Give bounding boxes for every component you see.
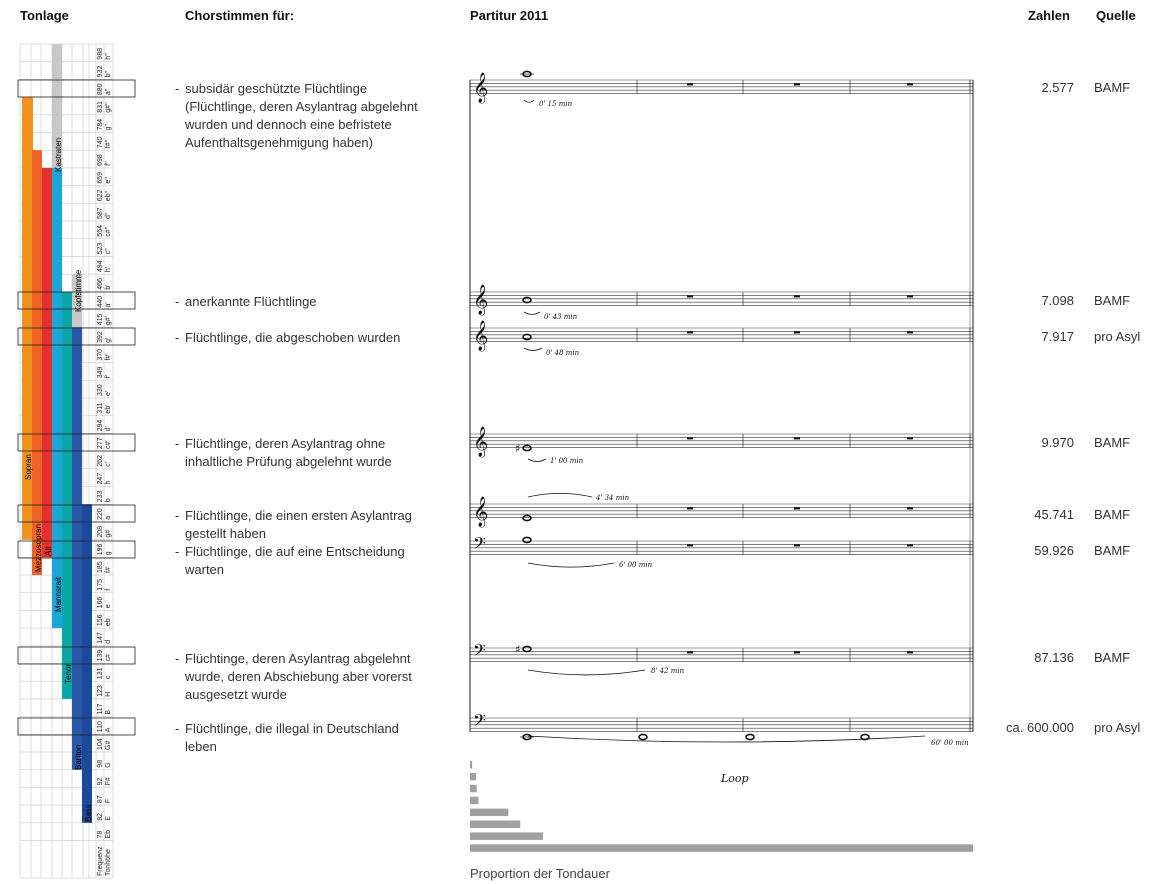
frequency-label: 98 <box>97 759 104 768</box>
frequency-label: 208 <box>97 525 104 538</box>
dash-bullet: - <box>175 294 180 309</box>
frequency-label: 220 <box>97 508 104 520</box>
frequency-label: 294 <box>97 419 104 432</box>
frequency-label: 82 <box>97 813 104 821</box>
range-bar-label: Bariton <box>74 744 83 770</box>
row-number: ca. 600.000 <box>1006 720 1074 735</box>
frequency-label: 233 <box>97 490 104 503</box>
note-label: f <box>105 588 112 591</box>
frequency-label: 932 <box>97 65 104 78</box>
duration-label: 4' 34 min <box>596 494 630 502</box>
whole-rest <box>687 83 693 85</box>
note-label: c' <box>105 461 112 467</box>
row-number: 87.136 <box>1034 650 1074 665</box>
duration-label: 60' 00 min <box>931 739 969 747</box>
note-label: e' <box>105 390 112 396</box>
frequency-label: 554 <box>97 225 104 237</box>
tie-arc <box>528 563 614 567</box>
frequency-label: 880 <box>97 83 104 96</box>
note-label: Eb <box>105 829 112 839</box>
whole-rest <box>907 544 913 546</box>
tie-arc <box>524 348 542 350</box>
proportion-bar <box>470 809 508 817</box>
tie-arc <box>524 312 540 314</box>
note-label: h' <box>105 266 112 273</box>
note-label: f#' <box>105 353 112 361</box>
tie-arc <box>524 100 534 102</box>
row-source: pro Asyl <box>1094 720 1141 735</box>
whole-rest <box>794 295 800 297</box>
frequency-label: 440 <box>97 295 104 308</box>
note-label: eb'' <box>105 190 112 202</box>
footer-freq-label: Frequenz <box>97 846 104 876</box>
note-label: d' <box>105 426 112 432</box>
note-label: g#' <box>105 316 112 326</box>
frequency-label: 466 <box>97 278 104 290</box>
dash-bullet: - <box>175 436 180 451</box>
frequency-label: 147 <box>97 632 104 644</box>
dash-bullet: - <box>175 81 180 96</box>
header-range: Tonlage <box>20 8 69 23</box>
voice-row-text: Flüchtlinge, die illegal in Deutschland leben <box>185 721 399 754</box>
whole-rest <box>687 295 693 297</box>
range-bar-label: Mannsrait <box>54 576 63 612</box>
whole-rest <box>687 331 693 333</box>
frequency-label: 349 <box>97 366 104 379</box>
frequency-label: 277 <box>97 437 104 450</box>
note-label: f'' <box>105 161 112 166</box>
whole-rest <box>794 83 800 85</box>
note-label: c#' <box>105 440 112 450</box>
treble-clef-icon: 𝄞 <box>473 497 489 527</box>
whole-note <box>639 734 647 739</box>
whole-note <box>523 297 531 302</box>
frequency-label: 523 <box>97 242 104 255</box>
header-voices: Chorstimmen für: <box>185 8 295 23</box>
voice-row-text: Flüchtlinge, die einen ersten Asylantrag gestellt haben <box>185 508 412 541</box>
frequency-label: 784 <box>97 118 104 131</box>
voice-row-text: Flüchtlinge, deren Asylantrag ohne inhaltliche Prüfung abgelehnt wurde <box>185 436 392 469</box>
note-label: b <box>105 498 112 503</box>
range-bar-label: Tenor <box>64 663 73 684</box>
row-number: 7.098 <box>1041 293 1074 308</box>
row-number: 59.926 <box>1034 543 1074 558</box>
header-source: Quelle <box>1096 8 1136 23</box>
frequency-label: 139 <box>97 649 104 662</box>
note-label: A <box>105 727 112 733</box>
whole-rest <box>794 651 800 653</box>
note-label: d'' <box>105 212 112 219</box>
dash-bullet: - <box>175 508 180 523</box>
header-numbers: Zahlen <box>1028 8 1070 23</box>
proportion-bar <box>470 773 476 781</box>
frequency-label: 196 <box>97 543 104 556</box>
voice-row-text: Flüchtlinge, die auf eine Entscheidung warten <box>185 544 405 577</box>
note-label: d <box>105 639 112 644</box>
range-bar-label: Alt <box>44 546 53 556</box>
note-label: a'' <box>105 88 112 96</box>
range-bar-label: Bass <box>84 804 93 822</box>
whole-rest <box>687 544 693 546</box>
note-label: a <box>105 515 112 520</box>
row-number: 2.577 <box>1041 80 1074 95</box>
note-label: b'' <box>105 70 112 78</box>
note-label: eb <box>105 618 112 627</box>
note-label: e <box>105 604 112 609</box>
row-source: BAMF <box>1094 293 1131 308</box>
duration-label: 8' 42 min <box>651 667 685 675</box>
whole-note <box>523 334 531 339</box>
note-label: G <box>105 762 112 768</box>
duration-label: 0' 15 min <box>539 100 573 108</box>
dash-bullet: - <box>175 330 180 345</box>
row-source: BAMF <box>1094 650 1131 665</box>
note-label: g <box>105 551 112 556</box>
proportion-bar <box>470 761 472 769</box>
row-source: pro Asyl <box>1094 329 1141 344</box>
frequency-label: 392 <box>97 331 104 343</box>
whole-rest <box>794 507 800 509</box>
duration-label: 0' 43 min <box>544 313 578 321</box>
frequency-label: 185 <box>97 561 104 573</box>
dash-bullet: - <box>175 651 180 666</box>
bass-clef-icon: 𝄢 <box>473 710 486 734</box>
footer-note-label: Tonhöhe <box>105 849 112 876</box>
frequency-label: 587 <box>97 207 104 219</box>
note-label: g' <box>105 337 112 343</box>
whole-rest <box>794 331 800 333</box>
whole-rest <box>907 437 913 439</box>
whole-rest <box>907 295 913 297</box>
proportion-bar <box>470 844 973 852</box>
whole-note <box>523 445 531 450</box>
frequency-label: 156 <box>97 614 104 627</box>
whole-note <box>746 734 754 739</box>
note-label: g#'' <box>105 102 112 113</box>
whole-rest <box>907 507 913 509</box>
frequency-label: 370 <box>97 348 104 361</box>
frequency-label: 78 <box>97 830 104 839</box>
row-number: 9.970 <box>1041 435 1074 450</box>
row-number: 45.741 <box>1034 507 1074 522</box>
range-bar-label: Mezzosopran <box>34 523 43 572</box>
whole-note <box>523 646 531 651</box>
frequency-label: 494 <box>97 260 104 273</box>
frequency-label: 659 <box>97 171 104 184</box>
frequency-label: 262 <box>97 455 104 467</box>
whole-note <box>523 515 531 520</box>
note-label: F# <box>105 777 112 786</box>
tie-arc <box>528 493 592 497</box>
voice-row-text: subsidär geschützte Flüchtlinge (Flüchtlinge, deren Asylantrag abgelehnt wurden und dennoch eine befristete Aufenthaltsgenehmigung haben) <box>185 81 418 150</box>
frequency-label: 87 <box>97 795 104 804</box>
note-label: g# <box>105 529 112 538</box>
frequency-label: 92 <box>97 777 104 786</box>
tie-arc <box>528 736 925 742</box>
voice-row-text: Flüchtinge, deren Asylantrag abgelehnt wurde, deren Abschiebung aber vorerst ausgesetzt wurde <box>185 651 412 702</box>
bass-clef-icon: 𝄢 <box>473 640 486 664</box>
whole-note <box>523 537 531 542</box>
whole-rest <box>794 544 800 546</box>
whole-rest <box>687 437 693 439</box>
note-label: a' <box>105 302 112 308</box>
duration-label: 6' 00 min <box>619 561 653 569</box>
frequency-label: 988 <box>97 48 104 60</box>
voice-row-text: anerkannte Flüchtlinge <box>185 294 317 309</box>
note-label: G# <box>105 740 112 750</box>
whole-rest <box>907 331 913 333</box>
range-bar-label: Kastraten <box>54 137 63 172</box>
proportion-bar <box>470 832 543 840</box>
frequency-label: 415 <box>97 313 104 326</box>
frequency-label: 330 <box>97 384 104 396</box>
whole-rest <box>687 507 693 509</box>
whole-rest <box>907 651 913 653</box>
treble-clef-icon: 𝄞 <box>473 73 489 103</box>
note-label: h'' <box>105 53 112 60</box>
frequency-label: 311 <box>97 402 104 414</box>
sharp-icon: ♯ <box>515 442 521 455</box>
note-label: c <box>105 675 112 680</box>
row-source: BAMF <box>1094 543 1131 558</box>
note-label: f# <box>105 567 112 573</box>
frequency-label: 740 <box>97 136 104 149</box>
proportion-bar <box>470 797 478 805</box>
whole-rest <box>794 437 800 439</box>
proportion-bar <box>470 785 477 793</box>
frequency-label: 110 <box>97 721 104 733</box>
dash-bullet: - <box>175 544 180 559</box>
bass-clef-icon: 𝄢 <box>473 533 486 557</box>
note-label: eb' <box>105 404 112 414</box>
tie-arc <box>528 670 645 675</box>
note-label: c#'' <box>105 226 112 237</box>
frequency-label: 131 <box>97 667 104 680</box>
note-label: H <box>105 691 112 697</box>
row-number: 7.917 <box>1041 329 1074 344</box>
treble-clef-icon: 𝄞 <box>473 321 489 351</box>
dash-bullet: - <box>175 721 180 736</box>
duration-label: 0' 48 min <box>546 349 580 357</box>
whole-rest <box>687 651 693 653</box>
duration-label: 1' 00 min <box>550 457 584 465</box>
frequency-label: 247 <box>97 472 104 485</box>
frequency-label: 698 <box>97 154 104 166</box>
note-label: f' <box>105 375 112 379</box>
row-source: BAMF <box>1094 507 1131 522</box>
sharp-icon: ♯ <box>515 643 521 656</box>
header-score: Partitur 2011 <box>470 8 549 23</box>
note-label: c'' <box>105 248 112 255</box>
note-label: e'' <box>105 177 112 184</box>
row-source: BAMF <box>1094 435 1131 450</box>
treble-clef-icon: 𝄞 <box>473 427 489 457</box>
frequency-label: 175 <box>97 579 104 591</box>
proportion-caption: Proportion der Tondauer <box>470 866 610 881</box>
row-source: BAMF <box>1094 80 1131 95</box>
proportion-bar <box>470 821 520 829</box>
note-label: b' <box>105 284 112 290</box>
range-bar-label: Sopran <box>24 454 33 480</box>
note-label: F <box>105 798 112 804</box>
tie-arc <box>528 459 546 461</box>
frequency-label: 117 <box>97 703 104 715</box>
range-bar-label: Kopfstimme <box>74 269 83 312</box>
voice-row-text: Flüchtlinge, die abgeschoben wurden <box>185 330 401 345</box>
treble-clef-icon: 𝄞 <box>473 285 489 315</box>
frequency-label: 622 <box>97 189 104 202</box>
note-label: c# <box>105 654 112 662</box>
note-label: g'' <box>105 123 112 131</box>
frequency-label: 831 <box>97 101 104 113</box>
note-label: f#'' <box>105 139 112 149</box>
whole-rest <box>907 83 913 85</box>
frequency-label: 123 <box>97 685 104 697</box>
note-label: h <box>105 480 112 485</box>
note-label: B <box>105 709 112 715</box>
note-label: E <box>105 816 112 821</box>
loop-label: Loop <box>721 772 749 785</box>
frequency-label: 166 <box>97 596 104 609</box>
frequency-label: 104 <box>97 738 104 750</box>
